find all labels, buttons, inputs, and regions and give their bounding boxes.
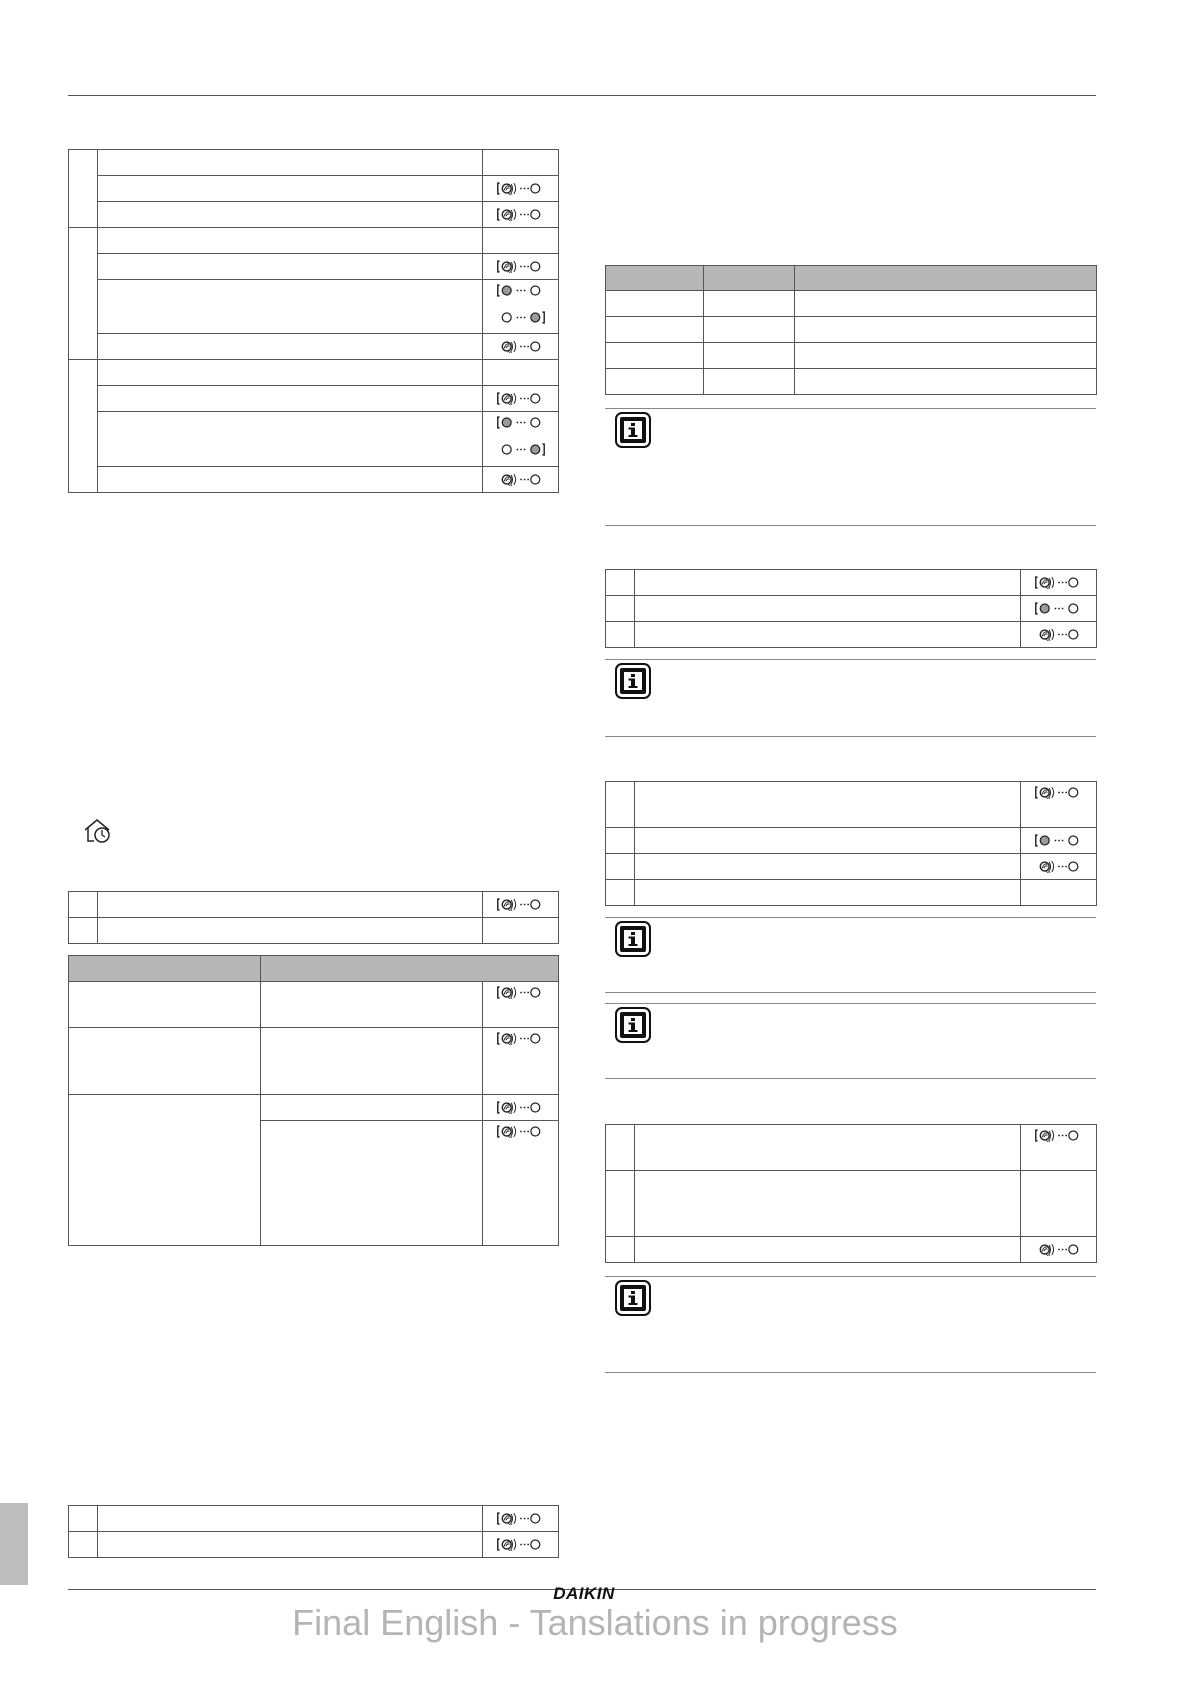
table-cell [261,1095,483,1121]
table-cell [1021,854,1097,880]
remote-wifi-to-led-icon [496,181,546,196]
table-cell [69,1095,261,1246]
table-cell [606,570,635,596]
table-cell [704,291,795,317]
remote-to-led-icon [1034,859,1084,874]
table-cell [69,1532,98,1558]
table-cell [704,343,795,369]
table-cell [98,150,483,176]
led-table-2 [68,891,559,944]
table-cell [483,176,559,202]
info-icon [615,412,651,448]
table-cell [1021,1125,1097,1171]
table-cell [483,1506,559,1532]
table-cell [98,918,483,944]
remote-wifi-to-led-icon [496,207,546,222]
led-grey-to-off-icon [1034,833,1084,848]
table-cell [483,412,559,467]
table-cell [483,982,559,1028]
table-cell [635,1125,1021,1171]
table-cell [483,360,559,386]
table-cell [635,1171,1021,1237]
table-cell [635,570,1021,596]
table-header-cell [261,956,559,982]
table-cell [483,892,559,918]
table-cell [98,228,483,254]
draft-watermark: Final English - Tanslations in progress [292,1602,898,1643]
table-cell [98,334,483,360]
remote-wifi-to-led-icon [496,985,546,1000]
table-cell [98,412,483,467]
remote-wifi-to-led-icon [1034,1128,1084,1143]
table-cell [483,1532,559,1558]
remote-to-led-icon [1034,1242,1084,1257]
table-cell [635,782,1021,828]
table-cell [635,854,1021,880]
table-cell [98,1532,483,1558]
table-cell [98,254,483,280]
side-tab [0,1503,28,1585]
table-cell [483,1095,559,1121]
home-clock-icon [82,818,114,844]
settings-table [605,265,1097,395]
table-cell [606,317,704,343]
brand-logo: DAIKIN [553,1584,615,1603]
table-cell [483,280,559,334]
table-cell [606,622,635,648]
table-cell [483,334,559,360]
table-cell [261,1028,483,1095]
table-cell [606,1171,635,1237]
table-cell [606,291,704,317]
table-cell [606,854,635,880]
table-cell [1021,1237,1097,1263]
table-cell [1021,570,1097,596]
table-cell [483,228,559,254]
table-cell [704,317,795,343]
table-cell [98,202,483,228]
note-top-rule [605,1276,1096,1277]
table-cell [635,828,1021,854]
table-cell [1021,782,1097,828]
info-icon [615,921,651,957]
remote-wifi-to-led-icon [496,1537,546,1552]
table-cell [98,280,483,334]
table-cell [69,150,98,228]
led-table-3 [68,955,559,1246]
table-cell [606,343,704,369]
led-grey-to-off-icon [496,415,546,430]
remote-wifi-to-led-icon [496,391,546,406]
table-cell [483,386,559,412]
table-header-cell [69,956,261,982]
table-cell [1021,1171,1097,1237]
table-cell [635,622,1021,648]
table-cell [606,880,635,906]
remote-wifi-to-led-icon [496,1124,546,1139]
table-cell [606,782,635,828]
remote-wifi-to-led-icon [496,259,546,274]
table-cell [98,386,483,412]
table-header-cell [704,266,795,291]
table-cell [261,982,483,1028]
table-header-cell [606,266,704,291]
remote-wifi-to-led-icon [1034,575,1084,590]
table-cell [261,1121,483,1246]
table-cell [635,596,1021,622]
remote-wifi-to-led-icon [1034,785,1084,800]
table-cell [483,254,559,280]
table-cell [483,1121,559,1246]
info-icon [615,1280,651,1316]
table-cell [69,892,98,918]
led-off-to-grey-icon [496,310,546,325]
table-cell [69,918,98,944]
remote-wifi-to-led-icon [496,1100,546,1115]
table-cell [69,228,98,360]
note-bottom-rule [605,1078,1096,1079]
table-cell [483,150,559,176]
table-cell [483,918,559,944]
note-bottom-rule [605,992,1096,993]
table-cell [98,892,483,918]
table-cell [635,880,1021,906]
remote-wifi-to-led-icon [496,897,546,912]
table-cell [483,202,559,228]
table-header-cell [795,266,1097,291]
led-table-r2 [605,569,1097,648]
led-table-4 [68,1505,559,1558]
note-top-rule [605,659,1096,660]
table-cell [795,343,1097,369]
table-cell [606,1237,635,1263]
table-cell [795,317,1097,343]
table-cell [98,176,483,202]
table-cell [69,1506,98,1532]
note-top-rule [605,1003,1096,1004]
note-top-rule [605,408,1096,409]
info-icon [615,1007,651,1043]
led-off-to-grey-icon [496,442,546,457]
table-cell [483,467,559,493]
led-table-r4 [605,1124,1097,1263]
table-cell [606,1125,635,1171]
led-table-r3 [605,781,1097,906]
table-cell [1021,880,1097,906]
table-cell [69,982,261,1028]
table-cell [483,1028,559,1095]
table-cell [98,1506,483,1532]
table-cell [704,369,795,395]
note-bottom-rule [605,1372,1096,1373]
note-bottom-rule [605,736,1096,737]
table-cell [98,467,483,493]
table-cell [606,369,704,395]
table-cell [795,291,1097,317]
table-cell [1021,596,1097,622]
table-cell [606,828,635,854]
table-cell [795,369,1097,395]
note-top-rule [605,917,1096,918]
table-cell [69,1028,261,1095]
note-bottom-rule [605,525,1096,526]
remote-to-led-icon [1034,627,1084,642]
led-grey-to-off-icon [1034,601,1084,616]
info-icon [615,663,651,699]
table-cell [98,360,483,386]
led-grey-to-off-icon [496,283,546,298]
table-cell [69,360,98,493]
remote-to-led-icon [496,339,546,354]
remote-wifi-to-led-icon [496,1031,546,1046]
header-rule [68,95,1096,96]
table-cell [1021,622,1097,648]
table-cell [635,1237,1021,1263]
led-table-1 [68,149,559,493]
table-cell [1021,828,1097,854]
remote-to-led-icon [496,472,546,487]
remote-wifi-to-led-icon [496,1511,546,1526]
table-cell [606,596,635,622]
